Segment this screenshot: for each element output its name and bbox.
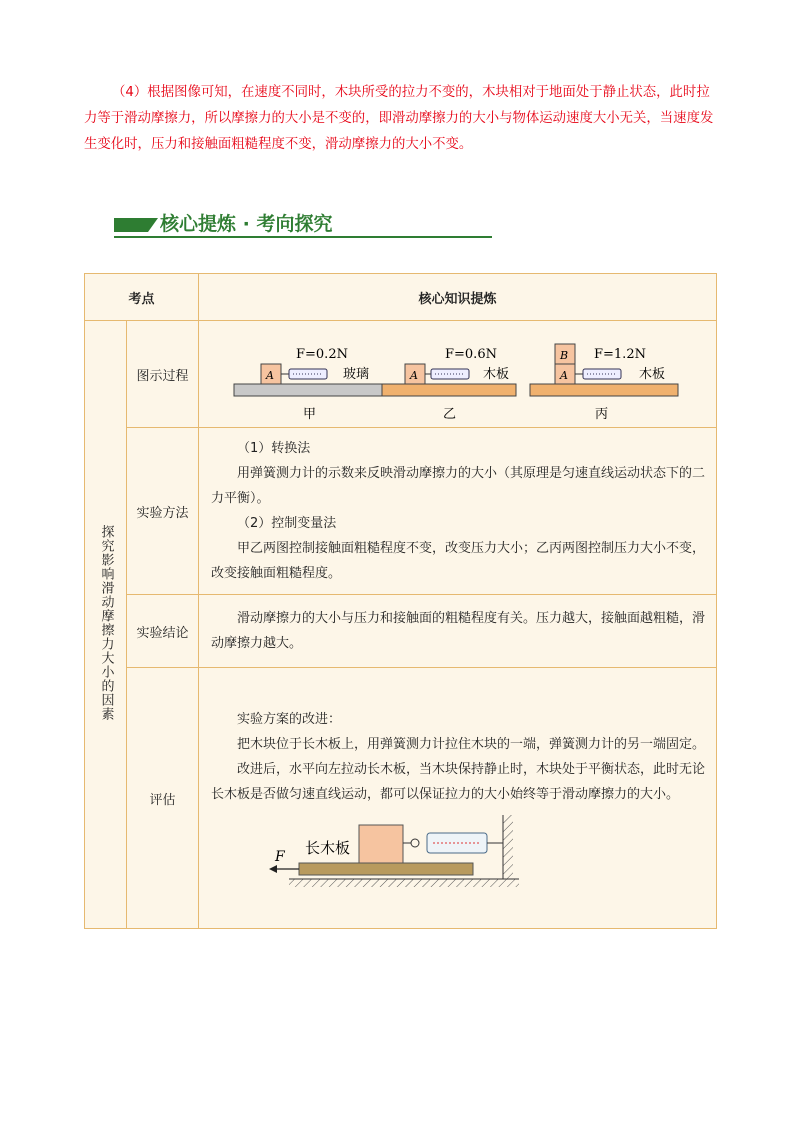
- section-heading: [114, 207, 492, 237]
- label-method: 实验方法: [127, 428, 199, 595]
- improved-setup-figure: [269, 811, 569, 889]
- method-line-1: （1）转换法: [237, 441, 311, 456]
- label-conclusion: 实验结论: [127, 595, 199, 668]
- table-row-evaluation: [85, 668, 717, 929]
- surface-label-jia: 玻璃: [343, 366, 370, 382]
- conclusion-text: 滑动摩擦力的大小与压力和接触面的粗糙程度有关。压力越大，接触面越粗糙，滑动摩擦力越大。: [211, 611, 706, 651]
- section-title: 核心提炼 · 考向探究: [160, 213, 333, 235]
- conclusion-content: [199, 595, 717, 668]
- method-content: [199, 428, 717, 595]
- surface-label-yi: 木板: [483, 366, 510, 382]
- block-b-label: B: [560, 348, 569, 362]
- force-label-bing: F=1.2N: [594, 346, 646, 362]
- surface-label-bing: 木板: [639, 366, 666, 382]
- label-process: 图示过程: [127, 321, 199, 428]
- force-label-yi: F=0.6N: [445, 346, 497, 362]
- evaluation-line-2: 把木块位于长木板上，用弹簧测力计拉住木块的一端，弹簧测力计的另一端固定。: [237, 737, 706, 752]
- evaluation-content: [199, 668, 717, 929]
- table-row-conclusion: [85, 595, 717, 668]
- caption-bing: 丙: [595, 406, 609, 422]
- board-label: 长木板: [305, 839, 351, 857]
- friction-diagrams: [199, 322, 716, 427]
- caption-jia: 甲: [303, 406, 317, 422]
- figure-yi: [382, 347, 516, 396]
- knowledge-table: [84, 273, 717, 929]
- method-line-2: 用弹簧测力计的示数来反映滑动摩擦力的大小（其原理是匀速直线运动状态下的二力平衡）。: [211, 466, 706, 506]
- svg-text:A: A: [266, 368, 274, 382]
- caption-yi: 乙: [443, 406, 457, 422]
- evaluation-line-3: 改进后，水平向左拉动长木板，当木块保持静止时，木块处于平衡状态，此时无论长木板是否做匀速直线运动，都可以保证拉力的大小始终等于滑动摩擦力的大小。: [211, 762, 706, 802]
- process-figure-cell: [199, 321, 717, 428]
- header-topic: 考点: [85, 274, 199, 321]
- topic-cell: [85, 321, 127, 929]
- svg-text:A: A: [560, 368, 568, 382]
- header-core: 核心知识提炼: [199, 274, 717, 321]
- method-line-3: （2）控制变量法: [237, 516, 337, 531]
- heading-triangle-icon: [148, 218, 158, 232]
- topic-text: 探究影响滑动摩擦力大小的因素: [98, 524, 114, 721]
- svg-text:A: A: [410, 368, 418, 382]
- method-line-4: 甲乙两图控制接触面粗糙程度不变，改变压力大小；乙丙两图控制压力大小不变，改变接触面粗糙程度。: [211, 541, 706, 581]
- friction-setup-figure: [199, 322, 717, 427]
- force-label-jia: F=0.2N: [296, 346, 348, 362]
- figure-jia: [234, 347, 384, 396]
- table-row-method: [85, 428, 717, 595]
- force-f-label: F: [275, 849, 285, 865]
- heading-underline: [114, 236, 492, 238]
- intro-paragraph: （4）根据图像可知，在速度不同时，木块所受的拉力不变的，木块相对于地面处于静止状态，此时拉力等于滑动摩擦力，所以摩擦力的大小是不变的，即滑动摩擦力的大小与物体运动速度大小无关，当速度发生变化时，压力和接触面粗糙程度不变，滑动摩擦力的大小不变。: [84, 85, 714, 152]
- label-evaluation: 评估: [127, 668, 199, 929]
- figure-bing: [530, 344, 678, 396]
- table-header-row: [85, 274, 717, 321]
- evaluation-line-1: 实验方案的改进：: [237, 712, 342, 727]
- heading-bar-icon: [114, 218, 148, 232]
- table-row-process: [85, 321, 717, 428]
